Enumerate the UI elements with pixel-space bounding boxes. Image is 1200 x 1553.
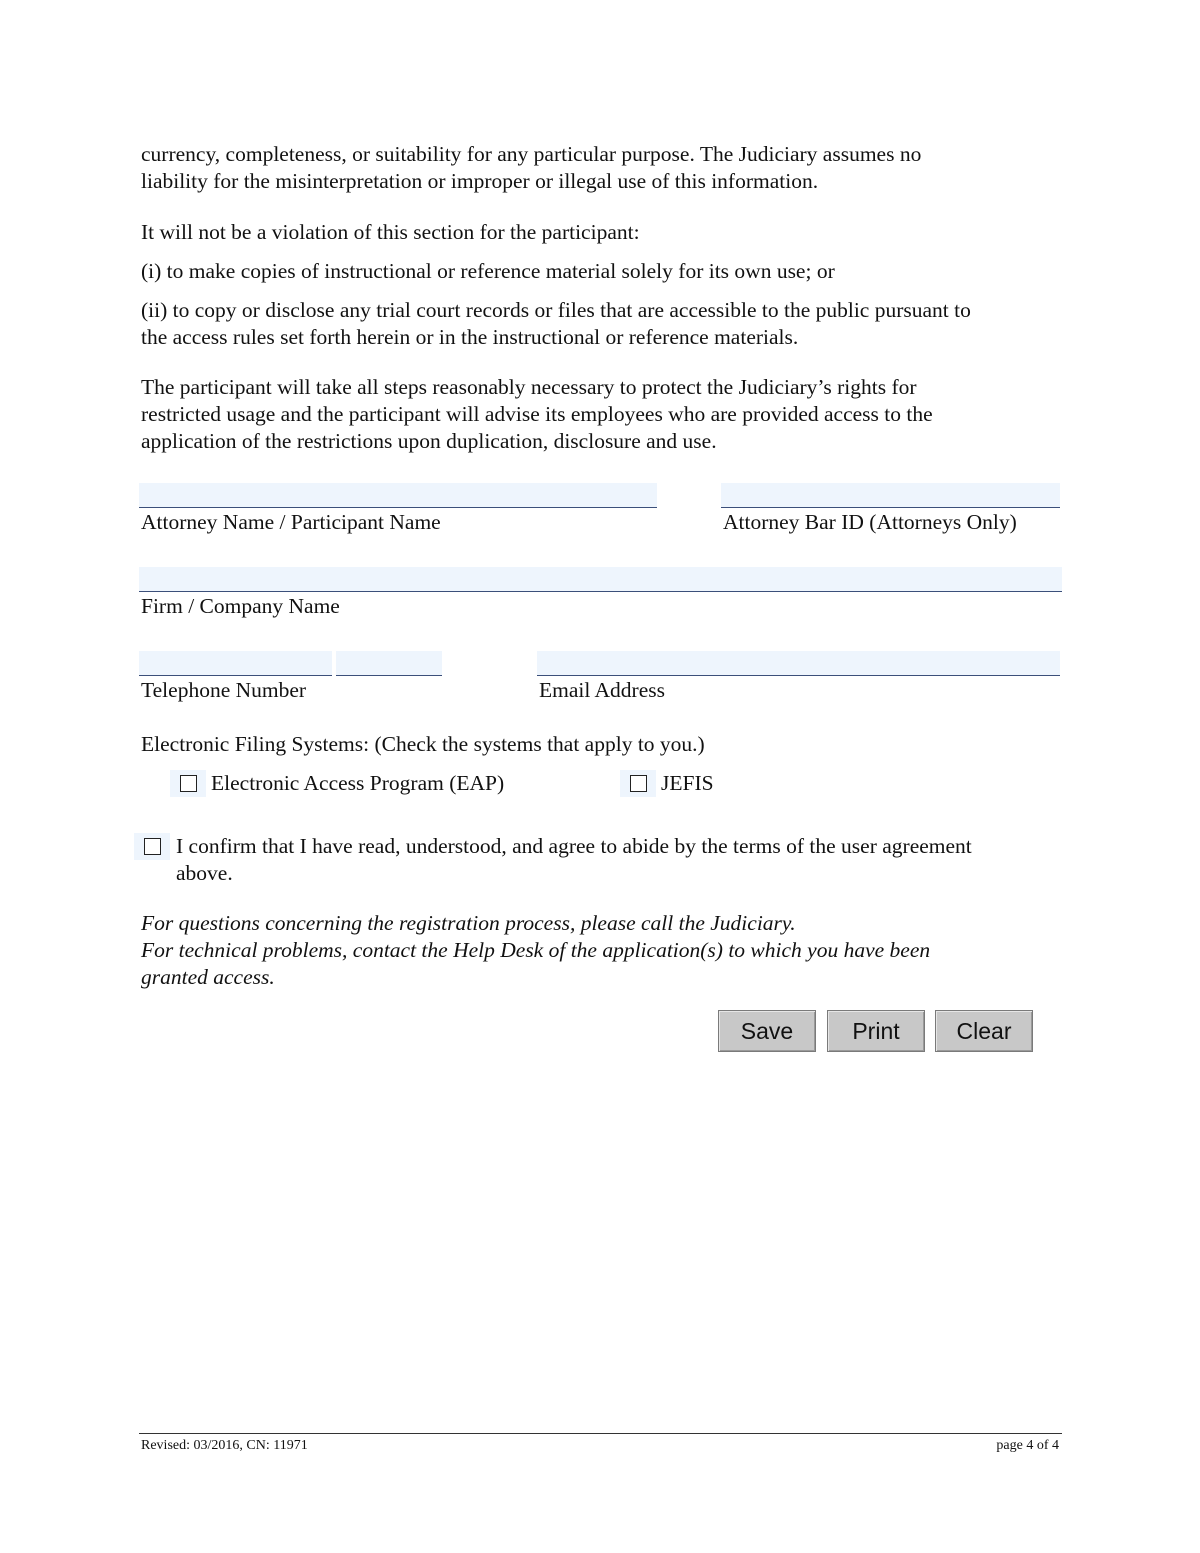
eap-checkbox[interactable] [170,770,206,797]
telephone-area-field[interactable] [139,651,332,676]
restrictions-paragraph [141,374,1061,455]
firm-name-label: Firm / Company Name [141,594,340,618]
systems-heading: Electronic Filing Systems: (Check the systems that apply to you.) [141,732,705,756]
firm-name-field[interactable] [139,567,1062,592]
email-field[interactable] [537,651,1060,676]
clear-button[interactable]: Clear [935,1010,1033,1052]
attorney-name-field[interactable] [139,483,657,508]
restrictions-line-3: application of the restrictions upon duplication, disclosure and use. [141,429,717,453]
save-button[interactable]: Save [718,1010,816,1052]
exception-ii-line-2: the access rules set forth herein or in the instructional or reference materials. [141,325,799,349]
telephone-number-field[interactable] [336,651,442,676]
exception-ii-line-1: (ii) to copy or disclose any trial court records or files that are accessible to the public pursuant to [141,298,971,322]
exception-i: (i) to make copies of instructional or reference material solely for its own use; or [141,259,835,283]
footer-divider [139,1433,1062,1434]
telephone-label: Telephone Number [141,678,307,702]
disclaimer-line-1: currency, completeness, or suitability for any particular purpose. The Judiciary assumes no [141,142,922,166]
contact-info [141,910,1061,991]
violation-intro: It will not be a violation of this section for the participant: [141,220,640,244]
jefis-label: JEFIS [661,771,714,795]
revision-info: Revised: 03/2016, CN: 11971 [141,1438,308,1453]
contact-line-2: For technical problems, contact the Help Desk of the application(s) to which you have been [141,938,931,962]
contact-line-3: granted access. [141,965,275,989]
print-button[interactable]: Print [827,1010,925,1052]
confirm-line-2: above. [176,861,233,885]
page-number: page 4 of 4 [996,1438,1059,1453]
email-label: Email Address [539,678,665,702]
eap-label: Electronic Access Program (EAP) [211,771,505,795]
checkbox-square-icon [630,775,647,792]
disclaimer-line-2: liability for the misinterpretation or improper or illegal use of this information. [141,169,819,193]
checkbox-square-icon [180,775,197,792]
bar-id-field[interactable] [721,483,1060,508]
contact-line-1: For questions concerning the registration process, please call the Judiciary. [141,911,796,935]
confirm-line-1: I confirm that I have read, understood, and agree to abide by the terms of the user agreement [176,834,972,858]
disclaimer-paragraph [141,141,1061,195]
restrictions-line-1: The participant will take all steps reasonably necessary to protect the Judiciary’s rights for [141,375,917,399]
bar-id-label: Attorney Bar ID (Attorneys Only) [723,510,1017,534]
jefis-checkbox[interactable] [620,770,656,797]
restrictions-line-2: restricted usage and the participant will advise its employees who are provided access to the [141,402,933,426]
confirm-agreement-checkbox[interactable] [134,833,170,860]
checkbox-square-icon [144,838,161,855]
attorney-name-label: Attorney Name / Participant Name [141,510,441,534]
confirm-agreement-label [176,833,1061,887]
exception-ii [141,297,1061,351]
